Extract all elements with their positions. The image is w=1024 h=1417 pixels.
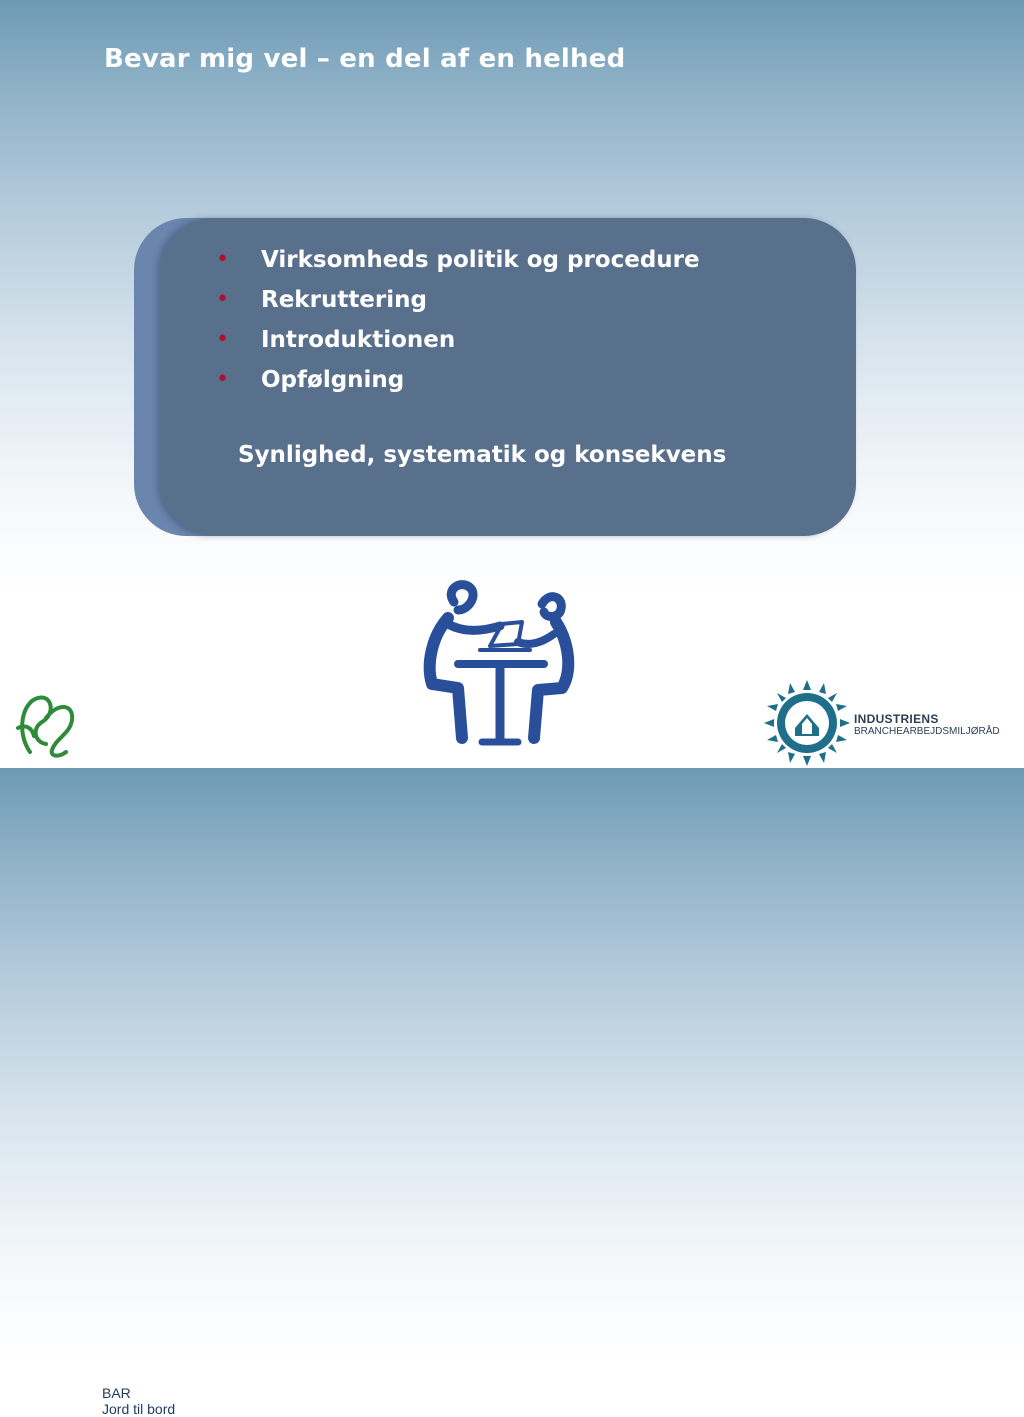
bullet-text: Rekruttering (261, 287, 427, 313)
bar-logo-mark (12, 688, 88, 760)
bar-logo-name: BAR (102, 1385, 131, 1401)
bullet-list (216, 240, 700, 400)
panel-footer-text: Synlighed, systematik og konsekvens (238, 442, 727, 468)
slide-title: Bevar mig vel – en del af en helhed (104, 44, 626, 74)
bullet-icon: • (216, 247, 229, 272)
bullet-text: Opfølgning (261, 367, 405, 393)
ibam-logo-subtitle: BRANCHEARBEJDSMILJØRÅD (854, 726, 1000, 737)
ibam-logo (762, 678, 1012, 768)
ibam-logo-mark (762, 678, 852, 768)
bullet-item (216, 360, 700, 400)
bullet-item (216, 240, 700, 280)
bar-logo (12, 688, 182, 1417)
bullet-icon: • (216, 327, 229, 352)
bullet-item (216, 320, 700, 360)
ibam-logo-name: INDUSTRIENS (854, 712, 939, 726)
bullet-text: Virksomheds politik og procedure (261, 247, 700, 273)
bullet-text: Introduktionen (261, 327, 456, 353)
meeting-illustration (418, 580, 580, 748)
bullet-icon: • (216, 367, 229, 392)
bar-logo-tagline: Jord til bord (102, 1401, 176, 1417)
content-panel (160, 218, 856, 536)
bullet-icon: • (216, 287, 229, 312)
bullet-item (216, 280, 700, 320)
